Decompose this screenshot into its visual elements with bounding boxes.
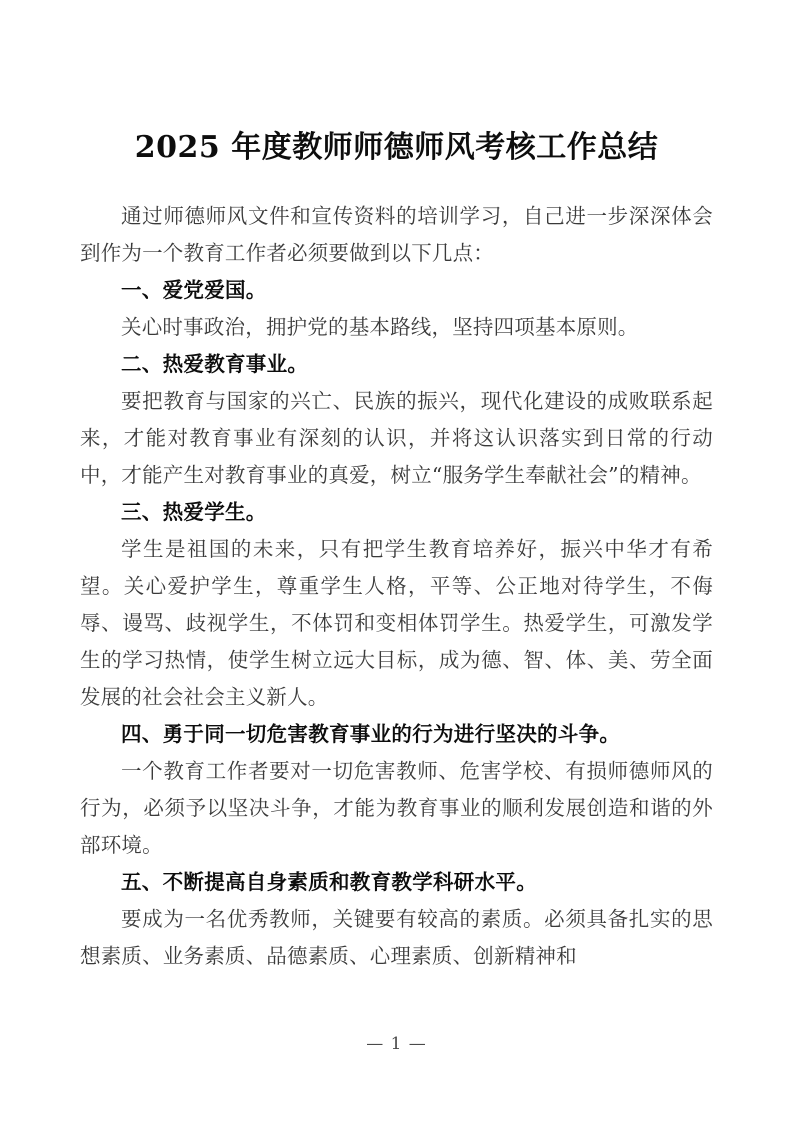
section-heading: 四、勇于同一切危害教育事业的行为进行坚决的斗争。 [121, 722, 621, 746]
body-paragraph: 通过师德师风文件和宣传资料的培训学习，自己进一步深深体会到作为一个教育工作者必须要做到以下几点： [80, 204, 713, 265]
section-heading: 一、爱党爱国。 [121, 278, 267, 302]
body-paragraph: 关心时事政治，拥护党的基本路线，坚持四项基本原则。 [121, 315, 639, 339]
page-title: 2025 年度教师师德师风考核工作总结 [134, 130, 659, 166]
body-paragraph: 学生是祖国的未来，只有把学生教育培养好，振兴中华才有希望。关心爱护学生，尊重学生人格，平等、公正地对待学生，不侮辱、谩骂、歧视学生，不体罚和变相体罚学生。热爱学生，可激发学生的学习热情，使学生树立远大目标，成为德、智、体、美、劳全面发展的社会社会主义新人。 [80, 537, 713, 709]
page-number-footer: — 1 — [366, 1034, 427, 1054]
document-body [80, 198, 713, 975]
section-heading: 二、热爱教育事业。 [121, 352, 309, 376]
section-heading: 五、不断提高自身素质和教育教学科研水平。 [121, 870, 537, 894]
body-paragraph: 一个教育工作者要对一切危害教师、危害学校、有损师德师风的行为，必须予以坚决斗争，才能为教育事业的顺利发展创造和谐的外部环境。 [80, 759, 713, 857]
body-paragraph: 要把教育与国家的兴亡、民族的振兴，现代化建设的成败联系起来，才能对教育事业有深刻的认识，并将这认识落实到日常的行动中，才能产生对教育事业的真爱，树立“服务学生奉献社会”的精神。 [80, 389, 713, 487]
section-heading: 三、热爱学生。 [121, 500, 267, 524]
body-paragraph: 要成为一名优秀教师，关键要有较高的素质。必须具备扎实的思想素质、业务素质、品德素质、心理素质、创新精神和 [80, 907, 713, 968]
